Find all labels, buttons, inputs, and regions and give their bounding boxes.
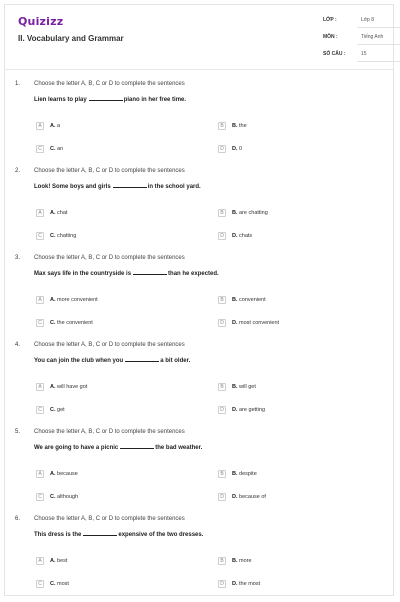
- option-letter: A.: [50, 558, 56, 564]
- option-label: [50, 471, 78, 477]
- option-text: chatting: [57, 233, 77, 239]
- option-checkbox[interactable]: C: [36, 406, 44, 414]
- sentence-before-blank: Max says life in the countryside is: [34, 271, 132, 277]
- option-checkbox[interactable]: A: [36, 383, 44, 391]
- sentence-after-blank: in the school yard.: [147, 184, 201, 190]
- option-letter: B.: [232, 384, 238, 390]
- sentence-after-blank: than he expected.: [168, 271, 219, 277]
- option-letter: C.: [50, 581, 56, 587]
- sentence-after-blank: piano in her free time.: [123, 97, 187, 103]
- option-checkbox[interactable]: D: [218, 493, 226, 501]
- option-letter: C.: [50, 320, 56, 326]
- answer-blank: [89, 100, 123, 101]
- question: [5, 342, 393, 428]
- option-label: [232, 146, 242, 152]
- option-letter: D.: [232, 320, 238, 326]
- option-checkbox[interactable]: B: [218, 383, 226, 391]
- option-text: chats: [239, 233, 253, 239]
- option-letter: B.: [232, 558, 238, 564]
- option-letter: B.: [232, 297, 238, 303]
- option-letter: B.: [232, 471, 238, 477]
- option-text: the: [239, 123, 247, 129]
- meta-subject-label: MÔN :: [323, 34, 338, 40]
- meta-class-label: LỚP :: [323, 17, 337, 23]
- question-number: 1.: [15, 81, 21, 87]
- worksheet-header: [5, 5, 393, 70]
- option-label: [232, 233, 252, 239]
- option-checkbox[interactable]: A: [36, 122, 44, 130]
- question-sentence: [34, 445, 202, 451]
- option-letter: C.: [50, 146, 56, 152]
- option-label: [232, 210, 268, 216]
- option-letter: D.: [232, 146, 238, 152]
- quizizz-logo: Quizizz: [18, 15, 64, 28]
- answer-blank: [113, 187, 147, 188]
- question-instruction: Choose the letter A, B, C or D to complete the sentences: [34, 516, 185, 522]
- sentence-before-blank: Look! Some boys and girls: [34, 184, 111, 190]
- sentence-before-blank: This dress is the: [34, 532, 82, 538]
- question-sentence: [34, 532, 203, 538]
- option-text: because: [57, 471, 78, 477]
- option-label: [50, 494, 78, 500]
- question-sentence: [34, 184, 201, 190]
- option-label: [50, 320, 93, 326]
- option-checkbox[interactable]: B: [218, 296, 226, 304]
- option-text: convenient: [239, 297, 266, 303]
- worksheet: [4, 4, 394, 596]
- option-label: [232, 471, 257, 477]
- option-text: 0: [239, 146, 243, 152]
- option-letter: D.: [232, 233, 238, 239]
- option-letter: D.: [232, 581, 238, 587]
- option-checkbox[interactable]: B: [218, 122, 226, 130]
- option-label: [232, 494, 266, 500]
- option-label: [232, 407, 265, 413]
- option-label: [232, 384, 256, 390]
- page-title: II. Vocabulary and Grammar: [18, 34, 124, 43]
- option-label: [50, 384, 87, 390]
- meta-class-value: Lớp 8: [361, 17, 375, 23]
- option-text: more: [239, 558, 252, 564]
- option-checkbox[interactable]: B: [218, 557, 226, 565]
- option-text: chat: [57, 210, 68, 216]
- option-text: will get: [239, 384, 256, 390]
- option-checkbox[interactable]: A: [36, 296, 44, 304]
- option-text: because of: [239, 494, 266, 500]
- option-checkbox[interactable]: D: [218, 145, 226, 153]
- question: [5, 255, 393, 341]
- option-checkbox[interactable]: D: [218, 232, 226, 240]
- option-label: [50, 210, 67, 216]
- question-instruction: Choose the letter A, B, C or D to complete the sentences: [34, 342, 185, 348]
- question-sentence: [34, 271, 219, 277]
- question-instruction: Choose the letter A, B, C or D to complete the sentences: [34, 168, 185, 174]
- option-checkbox[interactable]: A: [36, 209, 44, 217]
- option-letter: B.: [232, 210, 238, 216]
- option-label: [50, 233, 76, 239]
- question-sentence: [34, 97, 186, 103]
- option-letter: A.: [50, 210, 56, 216]
- option-checkbox[interactable]: A: [36, 557, 44, 565]
- option-letter: C.: [50, 233, 56, 239]
- option-text: the convenient: [57, 320, 93, 326]
- question-instruction: Choose the letter A, B, C or D to complete the sentences: [34, 429, 185, 435]
- option-letter: D.: [232, 407, 238, 413]
- option-letter: A.: [50, 297, 56, 303]
- question-number: 4.: [15, 342, 21, 348]
- question-number: 2.: [15, 168, 21, 174]
- meta-class-line: [357, 27, 400, 28]
- option-checkbox[interactable]: D: [218, 319, 226, 327]
- option-label: [232, 581, 260, 587]
- option-letter: C.: [50, 407, 56, 413]
- option-letter: A.: [50, 471, 56, 477]
- option-label: [232, 297, 266, 303]
- question: [5, 516, 393, 602]
- option-checkbox[interactable]: C: [36, 580, 44, 588]
- option-text: most: [57, 581, 69, 587]
- question-instruction: Choose the letter A, B, C or D to complete the sentences: [34, 255, 185, 261]
- answer-blank: [120, 448, 154, 449]
- option-label: [50, 297, 98, 303]
- answer-blank: [133, 274, 167, 275]
- sentence-after-blank: expensive of the two dresses.: [118, 532, 204, 538]
- option-checkbox[interactable]: D: [218, 580, 226, 588]
- option-checkbox[interactable]: B: [218, 209, 226, 217]
- meta-subject-line: [357, 44, 400, 45]
- question-sentence: [34, 358, 190, 364]
- option-label: [50, 581, 69, 587]
- sentence-before-blank: You can join the club when you: [34, 358, 124, 364]
- question-number: 5.: [15, 429, 21, 435]
- option-text: are getting: [239, 407, 266, 413]
- option-checkbox[interactable]: C: [36, 319, 44, 327]
- option-text: get: [57, 407, 65, 413]
- option-text: a: [57, 123, 61, 129]
- option-text: despite: [239, 471, 257, 477]
- option-checkbox[interactable]: B: [218, 470, 226, 478]
- question: [5, 429, 393, 515]
- sentence-after-blank: the bad weather.: [155, 445, 203, 451]
- option-checkbox[interactable]: D: [218, 406, 226, 414]
- question-number: 6.: [15, 516, 21, 522]
- option-text: although: [57, 494, 79, 500]
- option-letter: A.: [50, 384, 56, 390]
- option-label: [50, 146, 63, 152]
- meta-count-line: [357, 61, 400, 62]
- option-text: will have got: [57, 384, 88, 390]
- meta-subject-value: Tiếng Anh: [361, 34, 384, 40]
- answer-blank: [125, 361, 159, 362]
- sentence-after-blank: a bit older.: [160, 358, 191, 364]
- sentence-before-blank: Lien learns to play: [34, 97, 87, 103]
- option-text: best: [57, 558, 68, 564]
- answer-blank: [83, 535, 117, 536]
- option-checkbox[interactable]: A: [36, 470, 44, 478]
- option-checkbox[interactable]: C: [36, 493, 44, 501]
- meta-count-value: 15: [361, 51, 367, 57]
- option-text: are chatting: [239, 210, 268, 216]
- option-text: the most: [239, 581, 261, 587]
- option-label: [50, 558, 67, 564]
- question: [5, 168, 393, 254]
- option-label: [232, 320, 279, 326]
- option-label: [50, 123, 60, 129]
- option-letter: D.: [232, 494, 238, 500]
- option-text: most convenient: [239, 320, 280, 326]
- option-text: an: [57, 146, 64, 152]
- option-letter: B.: [232, 123, 238, 129]
- option-checkbox[interactable]: C: [36, 232, 44, 240]
- option-checkbox[interactable]: C: [36, 145, 44, 153]
- option-label: [50, 407, 65, 413]
- option-label: [232, 123, 247, 129]
- question-instruction: Choose the letter A, B, C or D to complete the sentences: [34, 81, 185, 87]
- question-number: 3.: [15, 255, 21, 261]
- question: [5, 81, 393, 167]
- sentence-before-blank: We are going to have a picnic: [34, 445, 119, 451]
- option-text: more convenient: [57, 297, 98, 303]
- meta-count-label: SỐ CÂU :: [323, 51, 346, 57]
- option-letter: A.: [50, 123, 56, 129]
- option-letter: C.: [50, 494, 56, 500]
- option-label: [232, 558, 252, 564]
